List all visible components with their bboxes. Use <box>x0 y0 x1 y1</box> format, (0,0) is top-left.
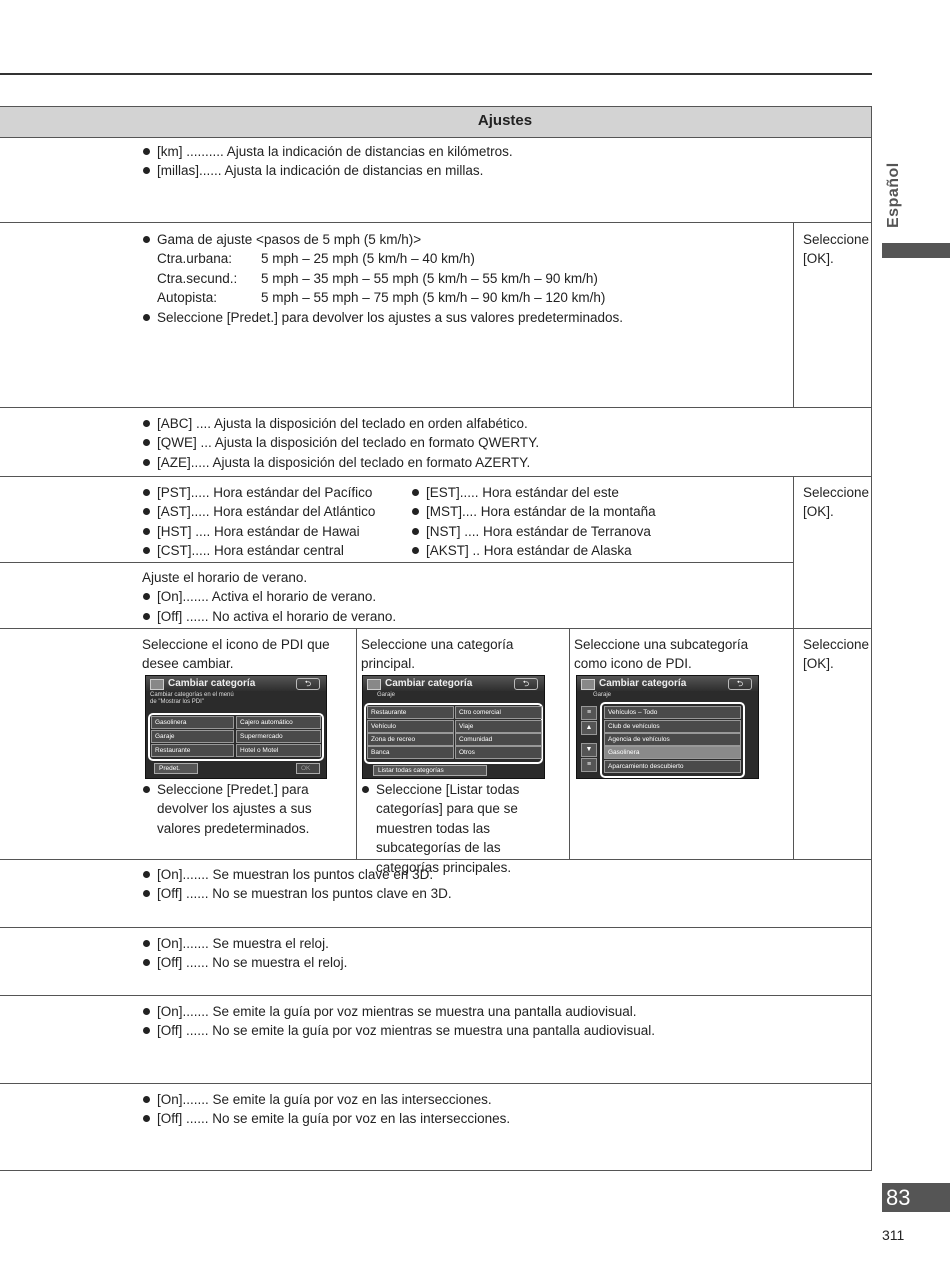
row-divider <box>0 927 872 928</box>
subcol-line <box>356 628 357 860</box>
av-guidance-row <box>142 1002 842 1041</box>
subcategory-item[interactable]: Club de vehículos <box>604 720 741 733</box>
clock-row <box>142 934 787 973</box>
list-item: [km] .......... Ajusta la indicación de distancias en kilómetros. <box>142 142 782 161</box>
category-button[interactable]: Garaje <box>151 730 234 743</box>
list-item: [On]....... Se emite la guía por voz en las intersecciones. <box>142 1090 842 1109</box>
row-divider <box>0 1083 872 1084</box>
speed-line: Ctra.secund.: 5 mph – 35 mph – 55 mph (5 km/h – 55 km/h – 90 km/h) <box>157 270 598 286</box>
poi-col3-text: Seleccione una subcategoría como icono de PDI. <box>574 637 749 672</box>
list-all-button[interactable]: Listar todas categorías <box>373 765 487 776</box>
units-row <box>142 142 782 181</box>
category-button[interactable]: Otros <box>455 746 542 759</box>
list-item: [Off] ...... No se emite la guía por voz en las intersecciones. <box>142 1109 842 1128</box>
screen-subtitle: Garaje <box>593 692 612 698</box>
scroll-bottom-icon[interactable]: ≡ <box>581 758 597 772</box>
list-item: [AKST] .. Hora estándar de Alaska <box>411 541 786 560</box>
list-item <box>142 230 787 308</box>
language-tab-bar <box>882 243 950 258</box>
subcategory-item[interactable]: Vehículos – Todo <box>604 706 741 719</box>
list-item: Seleccione [Listar todas categorías] para que se muestren todas las subcategorías de las categorías principales. <box>361 780 566 877</box>
timezone-right <box>411 483 786 561</box>
language-tab-label: Español <box>885 162 902 228</box>
list-item: [PST]..... Hora estándar del Pacífico <box>142 483 407 502</box>
timezone-action: Seleccione [OK]. <box>803 485 870 520</box>
speed-range-intro: Gama de ajuste <pasos de 5 mph (5 km/h)> <box>157 232 422 247</box>
back-icon[interactable]: ⮌ <box>728 678 752 690</box>
table-right-border <box>871 106 872 1171</box>
default-button[interactable]: Predet. <box>154 763 198 774</box>
category-button[interactable]: Zona de recreo <box>367 733 454 746</box>
category-button[interactable]: Banca <box>367 746 454 759</box>
category-button[interactable]: Restaurante <box>367 706 454 719</box>
category-button[interactable]: Ctro comercial <box>455 706 542 719</box>
timezone-left <box>142 483 407 561</box>
row-divider <box>0 628 872 629</box>
subcategory-item[interactable]: Gasolinera <box>604 746 741 759</box>
row-divider <box>0 476 872 477</box>
action-col-line <box>793 628 794 860</box>
list-item: [AZE]..... Ajusta la disposición del teclado en formato AZERTY. <box>142 453 787 472</box>
poi-col1-note <box>142 780 347 838</box>
subcol-line <box>569 628 570 860</box>
category-button[interactable]: Vehículo <box>367 720 454 733</box>
poi-col2-note <box>361 780 566 877</box>
list-item: [Off] ...... No activa el horario de verano. <box>142 607 787 626</box>
poi-action: Seleccione [OK]. <box>803 637 870 672</box>
category-button[interactable]: Gasolinera <box>151 716 234 729</box>
category-button[interactable]: Hotel o Motel <box>236 744 321 757</box>
category-screen-1 <box>145 675 327 779</box>
screen-title-bar: Cambiar categoría <box>577 676 758 691</box>
poi-col2-text: Seleccione una categoría principal. <box>361 637 514 672</box>
list-item: [MST].... Hora estándar de la montaña <box>411 502 786 521</box>
screen-title-bar: Cambiar categoría <box>363 676 544 691</box>
list-item: [On]....... Se muestra el reloj. <box>142 934 787 953</box>
menu-icon <box>581 679 595 690</box>
menu-icon <box>367 679 381 690</box>
ok-button[interactable]: OK <box>296 763 320 774</box>
category-screen-2 <box>362 675 545 779</box>
scroll-down-icon[interactable]: ▼ <box>581 743 597 757</box>
row-divider <box>0 562 793 563</box>
speed-line: Autopista: 5 mph – 55 mph – 75 mph (5 km/h – 90 km/h – 120 km/h) <box>157 290 606 306</box>
scroll-top-icon[interactable]: ≡ <box>581 706 597 720</box>
table-bottom <box>0 1170 872 1171</box>
subcategory-item[interactable]: Aparcamiento descubierto <box>604 760 741 773</box>
dst-intro: Ajuste el horario de verano. <box>142 570 308 585</box>
list-item: [QWE] ... Ajusta la disposición del teclado en formato QWERTY. <box>142 433 787 452</box>
row-divider <box>0 995 872 996</box>
action-col-line <box>793 476 794 629</box>
scroll-up-icon[interactable]: ▲ <box>581 721 597 735</box>
back-icon[interactable]: ⮌ <box>296 678 320 690</box>
column-title: Ajustes <box>477 112 533 129</box>
list-item: [NST] .... Hora estándar de Terranova <box>411 522 786 541</box>
row-divider <box>0 407 872 408</box>
category-button[interactable]: Cajero automático <box>236 716 321 729</box>
list-item: [Off] ...... No se muestra el reloj. <box>142 953 787 972</box>
dst-row <box>142 568 787 626</box>
category-button[interactable]: Supermercado <box>236 730 321 743</box>
back-icon[interactable]: ⮌ <box>514 678 538 690</box>
menu-icon <box>150 679 164 690</box>
list-item: [EST]..... Hora estándar del este <box>411 483 786 502</box>
list-item: [CST]..... Hora estándar central <box>142 541 407 560</box>
landmarks-3d-row <box>142 865 787 904</box>
list-item: [ABC] .... Ajusta la disposición del teclado en orden alfabético. <box>142 414 787 433</box>
list-item: [On]....... Se muestran los puntos clave en 3D. <box>142 865 787 884</box>
row-divider <box>0 222 872 223</box>
screen-title-bar: Cambiar categoría <box>146 676 326 691</box>
speed-line: Ctra.urbana: 5 mph – 25 mph (5 km/h – 40 km/h) <box>157 251 475 267</box>
list-item: [Off] ...... No se muestran los puntos clave en 3D. <box>142 884 787 903</box>
keyboard-row <box>142 414 787 472</box>
action-col-line <box>793 222 794 408</box>
list-item: [Off] ...... No se emite la guía por voz mientras se muestra una pantalla audiovisual. <box>142 1021 842 1040</box>
category-button[interactable]: Viaje <box>455 720 542 733</box>
poi-col1-text: Seleccione el icono de PDI que desee cambiar. <box>142 637 330 672</box>
list-item: Seleccione [Predet.] para devolver los ajustes a sus valores predeterminados. <box>142 780 347 838</box>
list-item: [On]....... Se emite la guía por voz mientras se muestra una pantalla audiovisual. <box>142 1002 842 1021</box>
screen-subtitle: Garaje <box>377 692 396 698</box>
intersection-guidance-row <box>142 1090 842 1129</box>
speed-row <box>142 230 787 327</box>
list-item: [HST] .... Hora estándar de Hawai <box>142 522 407 541</box>
category-button[interactable]: Restaurante <box>151 744 234 757</box>
list-item: [AST]..... Hora estándar del Atlántico <box>142 502 407 521</box>
list-item: Seleccione [Predet.] para devolver los ajustes a sus valores predeterminados. <box>142 308 787 327</box>
subcategory-screen <box>576 675 759 779</box>
list-item: [millas]...... Ajusta la indicación de distancias en millas. <box>142 161 782 180</box>
subcategory-item[interactable]: Agencia de vehículos <box>604 733 741 746</box>
category-button[interactable]: Comunidad <box>455 733 542 746</box>
chapter-number-badge: 83 <box>882 1183 950 1212</box>
screen-subtitle: Cambiar categorías en el menú de "Mostrar los PDI" <box>150 692 234 705</box>
page-number: 311 <box>882 1227 905 1243</box>
speed-action: Seleccione [OK]. <box>803 232 870 267</box>
list-item: [On]....... Activa el horario de verano. <box>142 587 787 606</box>
top-rule <box>0 73 872 75</box>
